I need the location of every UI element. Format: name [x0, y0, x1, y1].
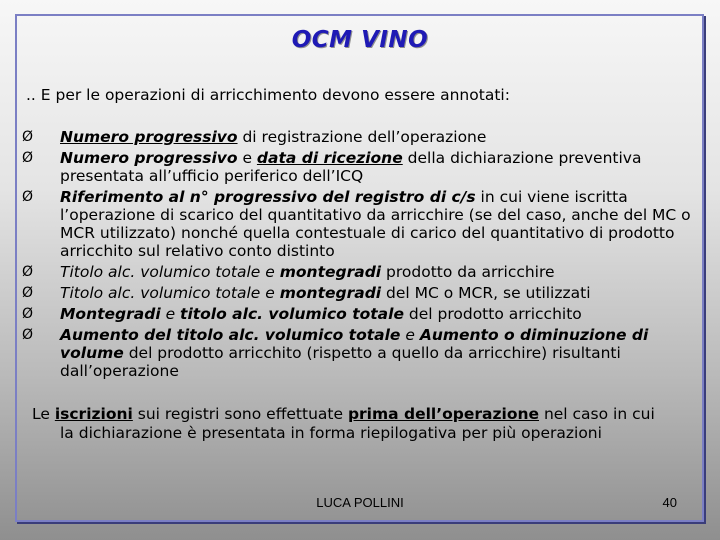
item-text: prodotto da arricchire	[381, 263, 555, 281]
closing-emphasis: iscrizioni	[54, 405, 133, 423]
bullet-list	[22, 128, 698, 383]
arrow-bullet-icon: Ø	[22, 327, 34, 343]
item-text: e	[260, 263, 280, 281]
intro-text: .. E per le operazioni di arricchimento devono essere annotati:	[26, 86, 510, 104]
item-text: della dichiarazione preventiva presentata all’ufficio periferico dell’ICQ	[60, 149, 642, 185]
item-text: del prodotto arricchito (rispetto a quello da arricchire) risultanti dall’operazione	[60, 344, 621, 380]
arrow-bullet-icon: Ø	[22, 285, 34, 301]
item-text: e	[400, 326, 420, 344]
closing-emphasis: prima dell’operazione	[347, 405, 540, 423]
emphasis: Titolo alc. volumico totale	[60, 263, 261, 281]
arrow-bullet-icon: Ø	[22, 189, 34, 205]
item-text: del MC o MCR, se utilizzati	[381, 284, 591, 302]
emphasis: montegradi	[279, 284, 382, 302]
arrow-bullet-icon: Ø	[22, 150, 34, 166]
list-item	[22, 326, 698, 380]
closing-paragraph	[32, 405, 692, 443]
arrow-bullet-icon: Ø	[22, 264, 34, 280]
emphasis: Aumento o diminuzione di volume	[60, 326, 649, 362]
emphasis: Titolo alc. volumico totale	[60, 284, 261, 302]
arrow-bullet-icon: Ø	[22, 306, 34, 322]
item-text: e	[260, 284, 280, 302]
list-item	[22, 284, 698, 302]
slide-number: 40	[662, 495, 677, 510]
closing-text: sui registri sono effettuate	[132, 405, 348, 423]
footer-author: LUCA POLLINI	[316, 495, 404, 510]
arrow-bullet-icon: Ø	[22, 129, 34, 145]
item-text: del prodotto arricchito	[403, 305, 582, 323]
emphasis: Montegradi	[60, 305, 161, 323]
closing-text-line2: la dichiarazione è presentata in forma riepilogativa per più operazioni	[60, 424, 602, 442]
list-item	[22, 305, 698, 323]
emphasis: montegradi	[279, 263, 382, 281]
closing-text: Le	[32, 405, 55, 423]
emphasis: Aumento del titolo alc. volumico totale	[60, 326, 401, 344]
item-text: e	[237, 149, 257, 167]
closing-text: nel caso in cui	[539, 405, 655, 423]
emphasis: Numero progressivo	[60, 149, 238, 167]
emphasis: data di ricezione	[256, 149, 403, 167]
emphasis: titolo alc. volumico totale	[180, 305, 404, 323]
list-item	[22, 128, 698, 146]
item-text: in cui viene iscritta l’operazione di scarico del quantitativo da arricchire (se del caso, anche del MC o MCR utilizzato) nonché quella contestuale di carico del quantitativo di prodotto arricchito sul relativo conto distinto	[60, 188, 691, 260]
slide-title: OCM VINO	[291, 27, 429, 53]
emphasis: Riferimento al n° progressivo del registro di c/s	[60, 188, 476, 206]
list-item	[22, 188, 698, 260]
list-item	[22, 149, 698, 185]
item-text: e	[160, 305, 181, 323]
emphasis: Numero progressivo	[60, 128, 238, 146]
list-item	[22, 263, 698, 281]
item-text: di registrazione dell’operazione	[237, 128, 487, 146]
